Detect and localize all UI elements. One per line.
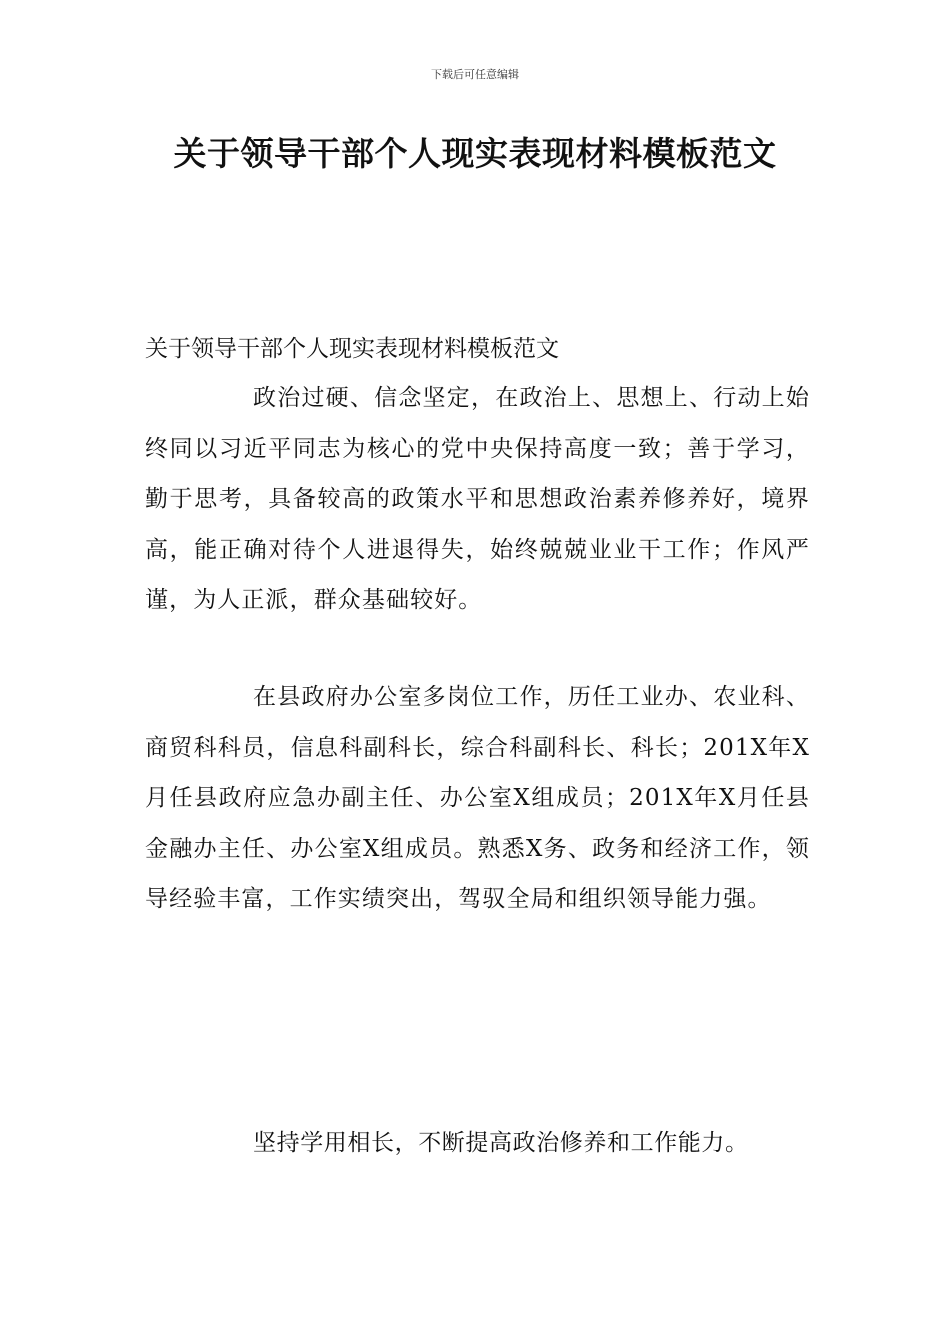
document-title: 关于领导干部个人现实表现材料模板范文 (173, 134, 777, 173)
paragraph-3: 坚持学用相长，不断提高政治修养和工作能力。 (253, 1130, 749, 1156)
header-note: 下载后可任意编辑 (431, 68, 519, 81)
paragraph-1: 政治过硬、信念坚定，在政治上、思想上、行动上始终同以习近平同志为核心的党中央保持高度一致；善于学习，勤于思考，具备较高的政策水平和思想政治素养修养好，境界高，能正确对待个人进退得失，始终兢兢业业干工作；作风严谨，为人正派，群众基础较好。 (145, 385, 810, 613)
document-subtitle: 关于领导干部个人现实表现材料模板范文 (145, 336, 559, 362)
paragraph-2: 在县政府办公室多岗位工作，历任工业办、农业科、商贸科科员，信息科副科长，综合科副科长、科长；201X年X月任县政府应急办副主任、办公室X组成员；201X年X月任县金融办主任、办公室X组成员。熟悉X务、政务和经济工作，领导经验丰富，工作实绩突出，驾驭全局和组织领导能力强。 (145, 684, 810, 912)
